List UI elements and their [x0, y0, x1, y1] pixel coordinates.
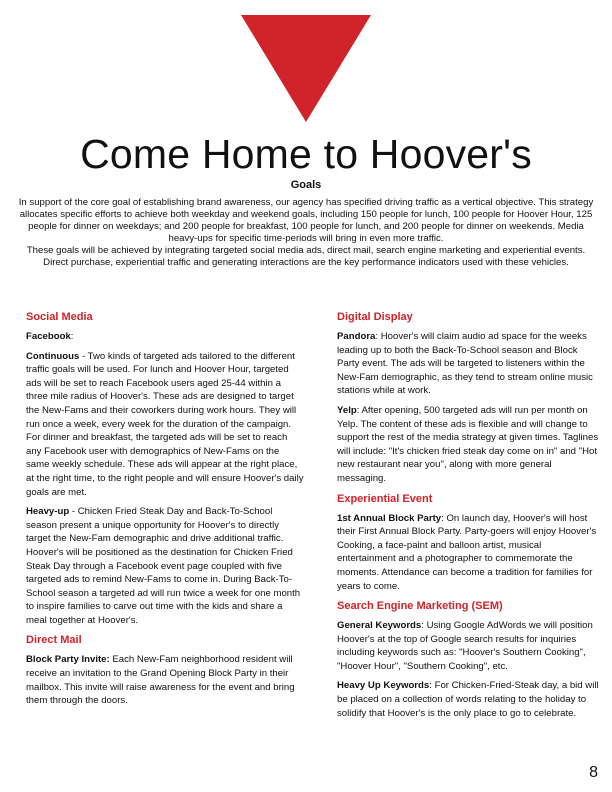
continuous-paragraph	[26, 350, 304, 500]
section-subtitle: Goals	[290, 179, 322, 191]
intro-paragraph-1: In support of the core goal of establishing brand awareness, our agency has specified driving traffic as a vertical objective. This strategy allocates specific efforts to achieve both weekday and weekend goals, including 150 people for lunch, 100 people for Hoover Hour, 125 people for dinner on weekdays; and 200 people for breakfast, 100 people for lunch, and 200 people for dinner on weekends. Media heavy-ups for specific time-periods will bring in even more traffic.	[18, 197, 594, 245]
invite-text: Each New-Fam neighborhood resident will receive an invitation to the Grand Opening Block Party in their mailbox. This invite will raise awareness for the event and bring them through the doors.	[26, 654, 295, 707]
brand-triangle-logo	[0, 12, 612, 124]
block-party-lead: 1st Annual Block Party	[337, 512, 442, 524]
digital-display-heading: Digital Display	[337, 311, 413, 323]
facebook-label-text: Facebook	[26, 331, 71, 342]
pandora-lead: Pandora	[337, 331, 376, 342]
heavyup-paragraph	[26, 505, 304, 627]
triangle-graphic	[0, 12, 612, 124]
general-keywords-text: : Using Google AdWords we will position Hoover's at the top of Google search results for inquiries including keywords such as: "Hoover's Southern Cooking", "Hoover Hour", "Southern Cooking", etc.	[337, 620, 593, 672]
facebook-label	[26, 330, 304, 344]
heavyup-text: - Chicken Fried Steak Day and Back-To-School season present a unique opportunity for Hoover's to directly target the New-Fam demographic and drive additional traffic. Hoover's will be positioned as the destination for Chicken Fried Steak Day through a Facebook event page coupled with five targeted ads to remind New-Fams to come in. During Back-To-School season a targeted ad will run twice a week for one month to inspire families to carve out time with the kids and share a meal together at Hoover's.	[26, 506, 301, 626]
general-keywords-lead: General Keywords	[337, 620, 422, 632]
heavyup-lead: Heavy-up	[26, 506, 70, 518]
red-triangle-shape	[241, 15, 371, 122]
block-party-text: : On launch day, Hoover's will host their First Annual Block Party. Party-goers will enjoy Hoover's Cooking, a face-paint and balloon artist, musical entertainment and a photographer to commemorate the moments. Attendance can become a tradition for families for years to come.	[337, 512, 597, 592]
intro-text	[16, 197, 596, 270]
social-media-heading: Social Media	[26, 311, 93, 323]
yelp-paragraph	[337, 404, 599, 486]
left-column	[26, 310, 304, 714]
page-title: Come Home to Hoover's	[80, 131, 532, 177]
continuous-text: - Two kinds of targeted ads tailored to the different traffic goals will be used. For lunch and Hoover Hour, targeted ads will be set to reach Facebook users aged 25-44 within a three mile radius of Hoover's. These ads are designed to target the New-Fams and their coworkers during work hours. They will run once a week, every week for the duration of the campaign. For dinner and breakfast, the targeted ads will be set to reach any Facebook user with demographics of New-Fams on the same weekly schedule. These ads will appear at the right place, at the right time, to the right people and will ensure Hoover's daily goals are met.	[26, 350, 304, 498]
block-party-invite-paragraph	[26, 653, 304, 707]
experiential-event-heading: Experiential Event	[337, 492, 433, 505]
heavy-up-keywords-lead: Heavy Up Keywords	[337, 680, 430, 692]
right-column	[337, 310, 599, 726]
yelp-lead: Yelp	[337, 404, 357, 416]
intro-paragraph-2: These goals will be achieved by integrating targeted social media ads, direct mail, search engine marketing and experiential events. Direct purchase, experiential traffic and generating interactions are the key performance indicators used with these vehicles.	[26, 245, 586, 269]
direct-mail-heading: Direct Mail	[26, 634, 82, 647]
pandora-paragraph	[337, 330, 599, 398]
sem-heading: Search Engine Marketing (SEM)	[337, 600, 503, 613]
yelp-text: : After opening, 500 targeted ads will run per month on Yelp. The content of these ads is flexible and will change to support the rest of the media strategy at given times. Taglines will include: "It's chicken fried steak day come on in" and "Hot new restaurant near you", along with more general messaging.	[337, 404, 599, 484]
heavy-up-keywords-paragraph	[337, 679, 599, 720]
heavy-up-keywords-text: : For Chicken-Fried-Steak day, a bid will be placed on a collection of words relating to the holiday to solidify that Hoover's is the only place to go to celebrate.	[337, 680, 599, 719]
block-party-paragraph	[337, 512, 599, 594]
invite-lead: Block Party Invite:	[26, 654, 110, 666]
page-number: 8	[589, 764, 598, 781]
continuous-lead: Continuous	[26, 350, 80, 362]
pandora-text: : Hoover's will claim audio ad space for the weeks leading up to both the Back-To-School season and Block Party event. The ads will be targeted to listeners within the New-Fam demographic, as they tend to stream online music stations while at work.	[337, 331, 593, 397]
general-keywords-paragraph	[337, 619, 599, 673]
facebook-label-colon: :	[70, 331, 74, 342]
